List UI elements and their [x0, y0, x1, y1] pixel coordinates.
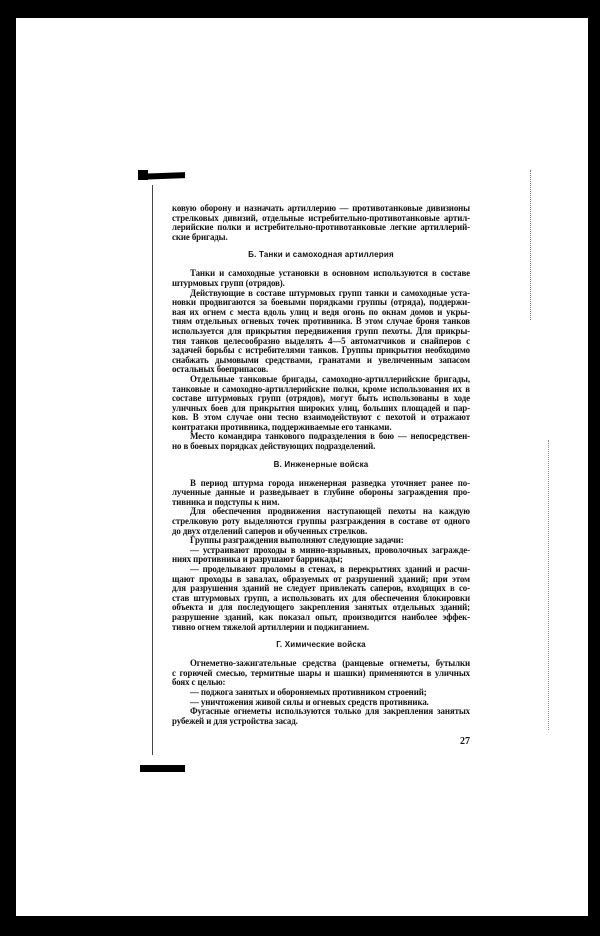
- text-line: Фугасные огнеметы используются только для закрепления занятых: [190, 706, 470, 717]
- paragraph: [172, 289, 470, 375]
- document-body: [172, 204, 470, 726]
- text-line: уличных боев для прикрытия широких улиц, больших площадей и пар-: [172, 402, 470, 413]
- text-line: стрелковых дивизий, отдельные истребительно-противотанковые артил-: [172, 212, 470, 223]
- paragraph: [172, 546, 470, 565]
- text-line: Группы разграждения выполняют следующие задачи:: [190, 535, 404, 546]
- text-line: — поджога занятых и обороняемых противником строений;: [190, 686, 427, 697]
- text-line: — устраивают проходы в минно-взрывных, проволочных загражде-: [190, 544, 470, 555]
- page-binding-edge: [152, 185, 153, 755]
- text-line: используется для прикрытия передвижения групп пехоты. Для прикры-: [172, 325, 470, 336]
- scan-edge-mark: [140, 765, 185, 772]
- text-line: разрушение зданий, как показал опыт, производится наиболее эффек-: [172, 611, 470, 622]
- text-line: ские бригады.: [172, 231, 228, 242]
- text-line: — уничтожения живой силы и огневых средств противника.: [190, 696, 429, 707]
- text-line: снабжать дымовыми средствами, гранатами и увеличенным запасом: [172, 354, 470, 365]
- text-line: Действующие в составе штурмовых групп танки и самоходные уста-: [190, 287, 470, 298]
- text-line: боях с целью:: [172, 677, 226, 688]
- text-line: ковую оборону и назначать артиллерию — противотанковые дивизионы: [172, 203, 470, 213]
- scan-noise: [530, 170, 532, 320]
- text-line: Отдельные танковые бригады, самоходно-артиллерийские бригады,: [190, 373, 470, 384]
- text-line: с горючей смесью, термитные шары и шашки) применяются в уличных: [172, 667, 470, 678]
- text-line: составе штурмовых групп (отрядов), могут быть использованы в ходе: [172, 393, 470, 404]
- page-number: 27: [460, 736, 470, 747]
- text-line: новки продвигаются за боевыми порядками группы (отряда), поддержи-: [172, 297, 470, 308]
- text-line: штурмовых групп (отрядов).: [172, 277, 285, 288]
- paragraph: [172, 204, 470, 242]
- text-line: вая их огнем с места вдоль улиц и ведя огонь по окнам домов и укры-: [172, 306, 470, 317]
- text-line: объекта и для последующего закрепления занятых отдельных зданий;: [172, 602, 470, 613]
- paragraph: [172, 432, 470, 451]
- text-line: стрелковую роту выделяются группы разграждения в составе от одного: [172, 516, 470, 527]
- paragraph: [172, 479, 470, 508]
- paragraph: [172, 375, 470, 433]
- paragraph: [172, 269, 470, 288]
- text-line: рубежей и для устройства засад.: [172, 715, 298, 726]
- text-line: щают проходы в завалах, образуемых от разрушений зданий; при этом: [172, 573, 470, 584]
- text-line: до двух отделений саперов и обученных стрелков.: [172, 525, 368, 536]
- paragraph: [172, 507, 470, 536]
- text-line: тивно огнем тяжелой артиллерии и поджиганием.: [172, 621, 369, 632]
- text-line: тия танков целесообразно выделять 4—5 автоматчиков и снайперов с: [172, 335, 470, 346]
- text-line: танковые и самоходно-артиллерийские полки, кроме использования их в: [172, 383, 470, 394]
- section-heading: Б. Танки и самоходная артиллерия: [248, 250, 394, 260]
- text-line: ниях противника и разрушают баррикады;: [172, 554, 343, 565]
- text-line: В период штурма города инженерная разведка уточняет ранее по-: [190, 477, 470, 488]
- paragraph: [172, 659, 470, 688]
- text-line: Место командира танкового подразделения в бою — непосредствен-: [190, 431, 470, 442]
- section-heading: Г. Химические войска: [276, 640, 366, 650]
- text-line: ков. В этом случае они тесно взаимодействуют с пехотой и отражают: [172, 412, 470, 423]
- text-line: — проделывают проломы в стенах, в перекрытиях зданий и расчи-: [190, 564, 470, 574]
- text-line: задачей борьбы с истребителями танков. Группы прикрытия необходимо: [172, 345, 470, 356]
- text-line: но в боевых порядках действующих подразделений.: [172, 441, 376, 452]
- section-heading: В. Инженерные войска: [273, 459, 369, 469]
- text-line: лученные данные и разведывает в глубине обороны заграждения про-: [172, 487, 470, 498]
- text-line: став штурмовых групп, а использовать их для обеспечения блокировки: [172, 592, 470, 603]
- text-line: Танки и самоходные установки в основном используются в составе: [190, 268, 470, 279]
- scan-noise: [548, 440, 550, 730]
- paragraph: [172, 565, 470, 632]
- text-line: тиям отдельных огневых точек противника. В этом случае броня танков: [172, 316, 470, 327]
- text-line: тивника и подступы к ним.: [172, 496, 280, 507]
- paragraph: [172, 707, 470, 726]
- text-line: остальных боеприпасов.: [172, 364, 269, 375]
- text-line: для разрушения зданий не следует привлекать саперов, входящих в со-: [172, 583, 470, 594]
- text-line: Огнеметно-зажигательные средства (ранцевые огнеметы, бутылки: [190, 658, 470, 669]
- text-line: контратаки противника, поддерживаемые его танками.: [172, 421, 392, 432]
- text-line: Для обеспечения продвижения наступающей пехоты на каждую: [190, 506, 470, 517]
- text-line: лерийские полки и истребительно-противотанковые легкие артиллерий-: [172, 222, 470, 233]
